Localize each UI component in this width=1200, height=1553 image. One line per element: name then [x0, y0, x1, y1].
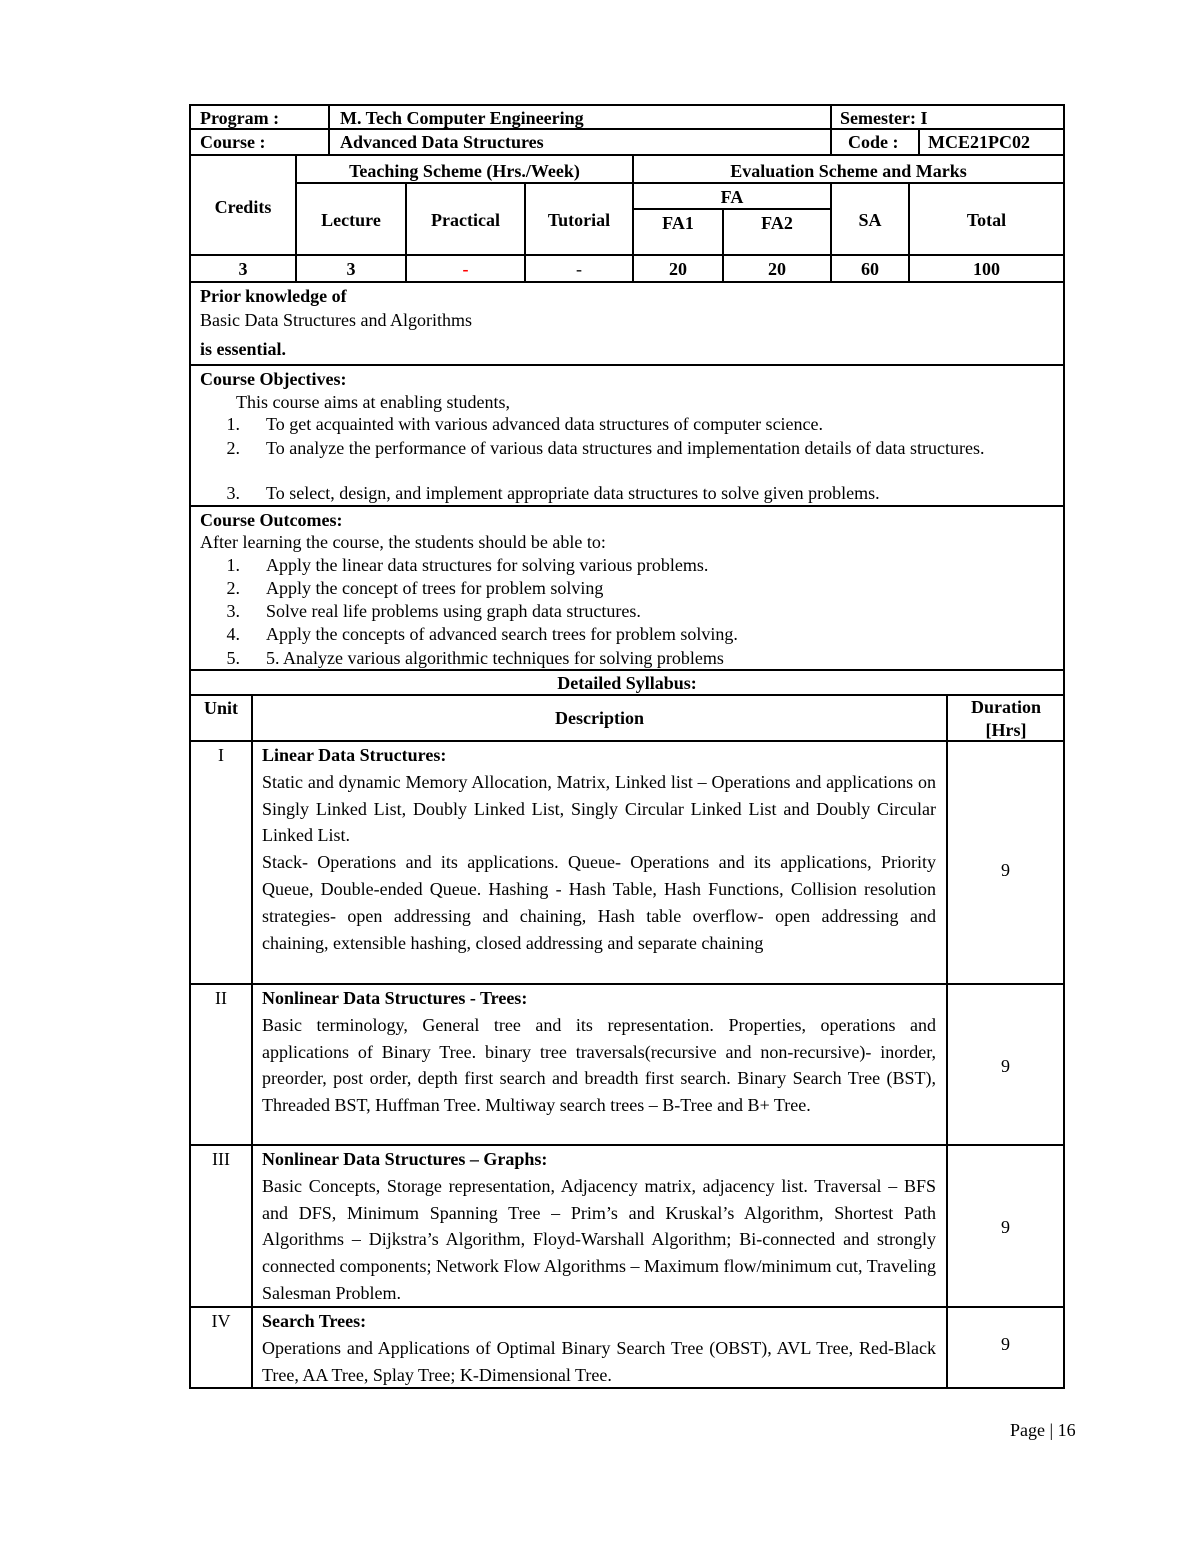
fa1-value: 20	[669, 259, 687, 279]
unit-column-header: Unit	[203, 698, 238, 718]
unit-hours: 9	[1001, 1217, 1010, 1237]
objective-text: To get acquainted with various advanced data structures of computer science.	[266, 414, 824, 434]
outcomes-intro: After learning the course, the students should be able to:	[200, 532, 606, 552]
description-column-header: Description	[555, 708, 644, 728]
course-label: Course :	[200, 132, 266, 152]
total-value: 100	[973, 259, 1000, 279]
unit-number: I	[218, 745, 224, 765]
unit-hours: 9	[1001, 860, 1010, 880]
teaching-scheme-label: Teaching Scheme (Hrs./Week)	[349, 161, 580, 181]
objective-number: 3.	[226, 483, 240, 503]
unit-body-continued: Stack- Operations and its applications. Queue- Operations and its applications, Priority Queue, Double-ended Queue. Hashing - Hash Table, Hash Functions, Collision resolution strategies- open addressing and chaining, Hash table overflow- open addressing and chaining, extensible hashing, closed addressing and separate chaining	[262, 852, 936, 953]
credits-label: Credits	[214, 197, 272, 217]
prior-footer: is essential.	[200, 339, 287, 359]
outcome-number: 2.	[226, 578, 240, 598]
tutorial-value: -	[576, 259, 582, 279]
unit-title: Nonlinear Data Structures – Graphs:	[262, 1149, 548, 1169]
outcome-number: 5.	[226, 648, 240, 668]
unit-title: Linear Data Structures:	[262, 745, 447, 765]
unit-description	[262, 742, 936, 956]
program-value: M. Tech Computer Engineering	[340, 108, 584, 128]
unit-title: Nonlinear Data Structures - Trees:	[262, 988, 528, 1008]
course-value: Advanced Data Structures	[340, 132, 544, 152]
sa-value: 60	[861, 259, 879, 279]
code-value: MCE21PC02	[928, 132, 1030, 152]
objective-number: 2.	[226, 438, 240, 458]
unit-body: Basic Concepts, Storage representation, Adjacency matrix, adjacency list. Traversal – BFS and DFS, Minimum Spanning Tree – Prim’s and Kruskal’s Algorithm, Shortest Path Algorithms – Dijkstra’s Algorithm, Floyd-Warshall Algorithm; Bi-connected and strongly connected components; Network Flow Algorithms – Maximum flow/minimum cut, Traveling Salesman Problem.	[262, 1175, 936, 1303]
page-number: Page | 16	[1010, 1420, 1076, 1440]
outcome-text: Apply the concept of trees for problem solving	[266, 578, 604, 598]
fa1-label: FA1	[662, 213, 694, 233]
unit-body: Basic terminology, General tree and its representation. Properties, operations and applications of Binary Tree. binary tree traversals(recursive and non-recursive)- inorder, preorder, post order, depth first search and breadth first search. Binary Search Tree (BST), Threaded BST, Huffman Tree. Multiway search trees – B-Tree and B+ Tree.	[262, 1014, 936, 1116]
outcome-number: 1.	[226, 555, 240, 575]
unit-body: Static and dynamic Memory Allocation, Matrix, Linked list – Operations and applications on Singly Linked List, Doubly Linked List, Singly Circular Linked List and Doubly Circular Linked List.	[262, 771, 936, 846]
practical-value: -	[462, 259, 469, 279]
fa-label: FA	[720, 187, 744, 207]
objective-number: 1.	[226, 414, 240, 434]
outcome-number: 4.	[226, 624, 240, 644]
objective-text: To analyze the performance of various data structures and implementation details of data structures.	[266, 438, 985, 458]
unit-number: III	[212, 1149, 230, 1169]
total-label: Total	[966, 210, 1007, 230]
unit-number: IV	[211, 1311, 231, 1331]
prior-heading: Prior knowledge of	[200, 286, 347, 306]
program-label: Program :	[200, 108, 280, 128]
evaluation-scheme-label: Evaluation Scheme and Marks	[730, 161, 967, 181]
unit-title: Search Trees:	[262, 1311, 367, 1331]
unit-number: II	[215, 988, 227, 1008]
objectives-heading: Course Objectives:	[200, 369, 347, 389]
fa2-value: 20	[768, 259, 786, 279]
lecture-value: 3	[346, 259, 356, 279]
fa2-label: FA2	[761, 213, 793, 233]
objectives-intro: This course aims at enabling students,	[236, 392, 510, 412]
unit-description	[262, 1146, 936, 1307]
outcome-text: Solve real life problems using graph data structures.	[266, 601, 641, 621]
syllabus-heading: Detailed Syllabus:	[557, 673, 697, 693]
code-label: Code :	[848, 132, 899, 152]
outcome-text: Apply the linear data structures for solving various problems.	[266, 555, 709, 575]
outcome-text: 5. Analyze various algorithmic techniques for solving problems	[266, 648, 724, 668]
semester-label: Semester: I	[840, 108, 928, 128]
outcomes-heading: Course Outcomes:	[200, 510, 343, 530]
unit-description	[262, 985, 936, 1119]
objective-item	[200, 437, 1053, 483]
tutorial-label: Tutorial	[547, 210, 611, 230]
unit-hours: 9	[1001, 1334, 1010, 1354]
prior-text: Basic Data Structures and Algorithms	[200, 310, 472, 330]
lecture-label: Lecture	[321, 210, 381, 230]
credits-value: 3	[238, 259, 248, 279]
unit-description	[262, 1308, 936, 1388]
objective-text: To select, design, and implement appropriate data structures to solve given problems.	[266, 483, 880, 503]
duration-column-header: Duration [Hrs]	[970, 697, 1041, 740]
unit-body: Operations and Applications of Optimal Binary Search Tree (OBST), AVL Tree, Red-Black Tree, AA Tree, Splay Tree; K-Dimensional Tree.	[262, 1337, 936, 1385]
unit-hours: 9	[1001, 1056, 1010, 1076]
outcome-number: 3.	[226, 601, 240, 621]
practical-label: Practical	[431, 210, 500, 230]
sa-label: SA	[858, 210, 882, 230]
outcome-text: Apply the concepts of advanced search trees for problem solving.	[266, 624, 738, 644]
